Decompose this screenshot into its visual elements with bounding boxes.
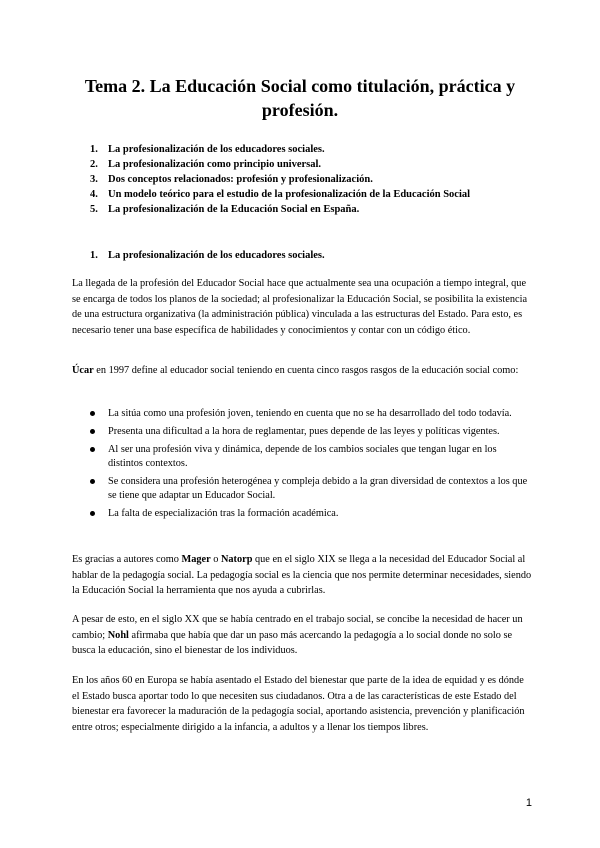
toc-item-text: La profesionalización de los educadores sociales. — [108, 144, 325, 155]
bullet-text: La falta de especialización tras la formación académica. — [108, 508, 339, 519]
toc-item-text: La profesionalización de la Educación Social en España. — [108, 204, 360, 215]
paragraph-pedagogia-social — [72, 552, 532, 599]
section-title: La profesionalización de los educadores sociales. — [108, 250, 325, 261]
toc-item — [90, 187, 530, 202]
toc-item — [90, 157, 530, 172]
toc-item-number: 3. — [90, 174, 98, 185]
paragraph-text: que en el siglo XIX se llega a la necesidad del Educador Social al hablar de la pedagogía social. La pedagogía social es la ciencia que nos permite determinar necesidades, siendo la Educación Social la herramienta que nos ayuda a cubrirlas. — [72, 554, 532, 596]
bullet-list — [90, 407, 530, 525]
paragraph-ucar-text: en 1997 define al educador social teniendo en cuenta cinco rasgos rasgos de la educación social como: — [93, 365, 519, 376]
toc-item-number: 2. — [90, 159, 98, 170]
paragraph-text: Es gracias a autores como — [72, 554, 182, 565]
paragraph-intro: La llegada de la profesión del Educador Social hace que actualmente sea una ocupación a tiempo integral, que se encarga de todos los planos de la sociedad; al profesionalizar la Educación Social, se posibilita la existencia de una estructura organizativa (la administración pública) vinculada a las estructuras del Estado. Para esto, es necesario tener una base específica de habilidades y conocimientos y contar con un código ético. — [72, 278, 528, 336]
toc-item — [90, 142, 530, 157]
table-of-contents — [90, 142, 530, 217]
author-ucar: Úcar — [72, 365, 94, 376]
section-number: 1. — [90, 250, 98, 261]
bullet-text: La sitúa como una profesión joven, teniendo en cuenta que no se ha desarrollado del todo todavía. — [108, 408, 512, 419]
bullet-icon — [90, 479, 95, 484]
author-natorp: Natorp — [220, 554, 253, 565]
document-title: Tema 2. La Educación Social como titulación, práctica y profesión. — [84, 76, 516, 120]
bullet-text: Al ser una profesión viva y dinámica, depende de los cambios sociales que tengan lugar en los distintos contextos. — [108, 444, 497, 469]
paragraph-estado-bienestar: En los años 60 en Europa se había asentado el Estado del bienestar que parte de la idea de equidad y es dónde el Estado busca aportar todo lo que necesiten sus ciudadanos. Otra a de las características de este Estado del bienestar era favorecer la maduración de la pedagogía social, aportando asistencia, prevención y planificación entre otros; especialmente dirigido a la infancia, a adultos y a llenar los tiempos libres. — [72, 675, 525, 733]
bullet-text: Se considera una profesión heterogénea y compleja debido a la gran diversidad de contextos a los que se tiene que adaptar un Educador Social. — [108, 476, 528, 501]
author-nohl: Nohl — [107, 629, 129, 641]
toc-item — [90, 172, 530, 187]
toc-item-number: 1. — [90, 144, 98, 155]
paragraph-text: o — [210, 554, 221, 565]
bullet-icon — [90, 447, 95, 452]
paragraph-siglo-xx — [72, 612, 532, 659]
paragraph-text: A pesar de esto, en el siglo XX que se había centrado en el trabajo social, se concibe la necesidad de hacer un cambio; — [72, 614, 523, 641]
toc-item-text: Un modelo teórico para el estudio de la profesionalización de la Educación Social — [108, 189, 471, 200]
bullet-text: Presenta una dificultad a la hora de reglamentar, pues depende de las leyes y políticas vigentes. — [108, 426, 500, 437]
bullet-item — [90, 407, 530, 421]
paragraph-text: afirmaba que había que dar un paso más acercando la pedagogía a lo social donde no solo se busca la educación, sino el bienestar de los individuos. — [72, 629, 513, 656]
bullet-item — [90, 425, 530, 439]
author-mager: Mager — [181, 554, 211, 565]
bullet-item — [90, 475, 530, 503]
bullet-item — [90, 443, 530, 471]
bullet-icon — [90, 411, 95, 416]
section-heading — [90, 248, 530, 263]
toc-item-text: Dos conceptos relacionados: profesión y profesionalización. — [108, 174, 373, 185]
bullet-item — [90, 507, 530, 521]
toc-item — [90, 202, 530, 217]
bullet-icon — [90, 511, 95, 516]
toc-item-text: La profesionalización como principio universal. — [108, 159, 322, 170]
toc-item-number: 5. — [90, 204, 98, 215]
toc-item-number: 4. — [90, 189, 98, 200]
page-number: 1 — [525, 797, 532, 809]
paragraph-ucar — [72, 363, 532, 379]
bullet-icon — [90, 429, 95, 434]
